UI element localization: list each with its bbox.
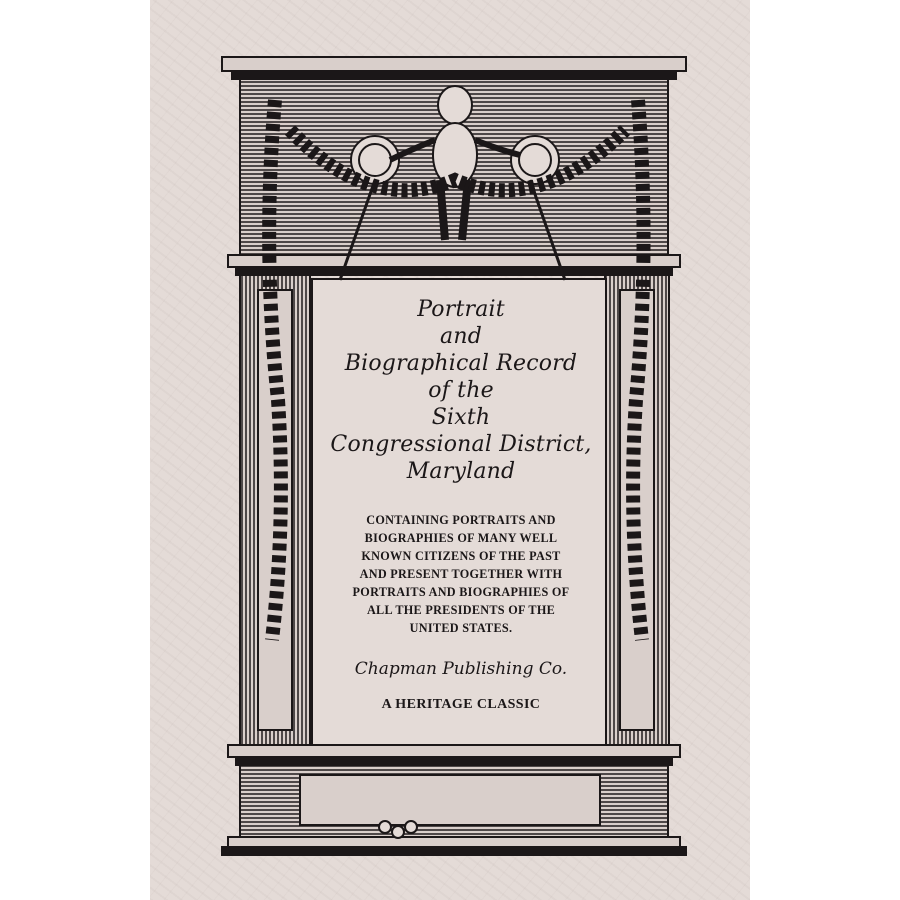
subtitle-line: AND PRESENT TOGETHER WITH: [359, 567, 563, 581]
book-title-line: Sixth: [431, 405, 491, 430]
subtitle-line: CONTAINING PORTRAITS AND: [366, 513, 556, 527]
book-title-line: Biographical Record: [344, 351, 578, 376]
subtitle-line: KNOWN CITIZENS OF THE PAST: [361, 549, 561, 563]
book-title-line: of the: [428, 378, 494, 403]
series-label: A HERITAGE CLASSIC: [381, 697, 541, 712]
subtitle-line: PORTRAITS AND BIOGRAPHIES OF: [352, 585, 570, 599]
publisher-name: Chapman Publishing Co.: [354, 659, 568, 679]
book-title-line: Portrait: [417, 297, 505, 322]
book-title-line: and: [440, 324, 482, 349]
book-title-line: Maryland: [406, 459, 516, 484]
title-panel: [315, 282, 607, 742]
subtitle-line: BIOGRAPHIES OF MANY WELL: [364, 531, 558, 545]
book-title-line: Congressional District,: [330, 432, 592, 457]
book-subtitle: [329, 511, 593, 637]
subtitle-line: ALL THE PRESIDENTS OF THE: [366, 603, 556, 617]
subtitle-line: UNITED STATES.: [409, 621, 513, 635]
